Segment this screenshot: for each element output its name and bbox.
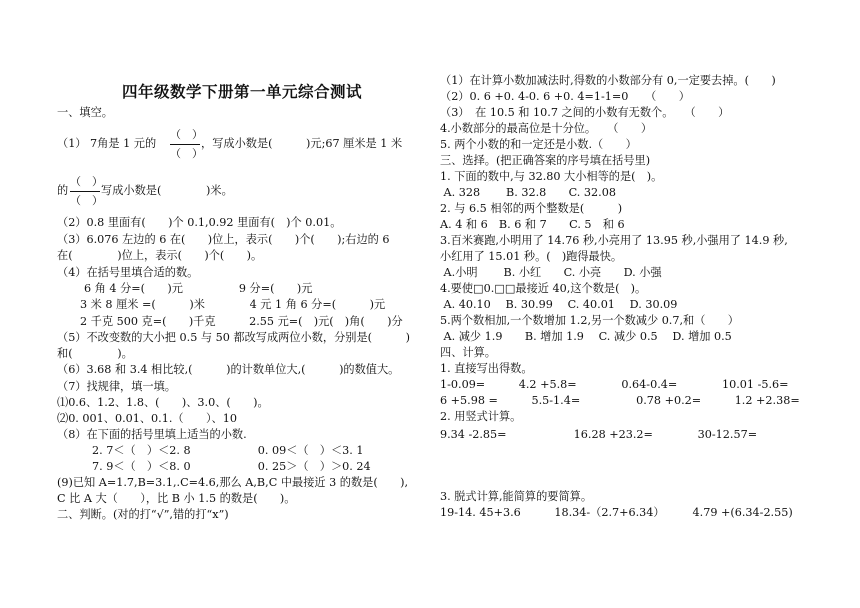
calc-1-row2: 6 +5.98 = 5.5-1.4= 0.78 +0.2= 1.2 +2.38= xyxy=(440,394,800,407)
choice-5-options: A. 减少 1.9 B. 增加 1.9 C. 减少 0.5 D. 增加 0.5 xyxy=(440,330,732,343)
question-4-row2: 3 米 8 厘米 =( )米 4 元 1 角 6 分=( )元 xyxy=(80,298,386,311)
question-8-row2: 7. 9＜（ ）＜8. 0 0. 25＞（ ）＞0. 24 xyxy=(92,460,371,473)
question-2: （2）0.8 里面有( )个 0.1,0.92 里面有( )个 0.01。 xyxy=(57,216,342,229)
question-4-heading: （4）在括号里填合适的数。 xyxy=(57,266,199,279)
question-7-heading: （7）找规律，填一填。 xyxy=(57,380,176,393)
calc-2-problems: 9.34 -2.85= 16.28 +23.2= 30-12.57= xyxy=(440,428,758,441)
judgment-2: （2）0. 6 +0. 4-0. 6 +0. 4=1-1=0 （ ） xyxy=(440,90,690,103)
question-8-row1: 2. 7＜（ ）＜2. 8 0. 09＜（ ）＜3. 1 xyxy=(92,444,364,457)
fraction-bar xyxy=(70,191,100,192)
judgment-3: （3） 在 10.5 和 10.7 之间的小数有无数个。 （ ） xyxy=(440,106,730,119)
choice-4-options: A. 40.10 B. 30.99 C. 40.01 D. 30.09 xyxy=(440,298,678,311)
question-1-text-line2-end: 写成小数是( )米。 xyxy=(101,184,233,197)
choice-3-options: A.小明 B. 小红 C. 小亮 D. 小强 xyxy=(440,266,662,279)
judgment-1: （1）在计算小数加减法时,得数的小数部分有 0,一定要去掉。( ) xyxy=(440,74,776,87)
fraction-denominator: （ ） xyxy=(170,147,203,160)
question-7-part1: ⑴0.6、1.2、1.8、( )、3.0、( )。 xyxy=(57,396,269,409)
fraction-blank-2 xyxy=(70,175,103,209)
judgment-4: 4.小数部分的最高位是十分位。 （ ） xyxy=(440,122,653,135)
question-3-line1: （3）6.076 左边的 6 在( )位上，表示( )个( );右边的 6 xyxy=(57,233,390,246)
question-1-text-line2-start: 的 xyxy=(57,184,69,197)
question-5-line1: （5）不改变数的大小把 0.5 与 50 都改写成两位小数，分别是( ) xyxy=(57,331,410,344)
question-7-part2: ⑵0. 001、0.01、0.1.（ ）、10 xyxy=(57,412,237,425)
page-title: 四年级数学下册第一单元综合测试 xyxy=(122,82,363,101)
fraction-numerator: （ ） xyxy=(70,175,103,188)
section-choice-heading: 三、选择。(把正确答案的序号填在括号里) xyxy=(440,154,651,167)
question-1-text-cont: ，写成小数是( )元;67 厘米是 1 米 xyxy=(201,137,403,150)
calc-1-row1: 1-0.09= 4.2 +5.8= 0.64-0.4= 10.01 -5.6= xyxy=(440,378,789,391)
judgment-5: 5. 两个小数的和一定还是小数.（ ） xyxy=(440,138,637,151)
choice-2-question: 2. 与 6.5 相邻的两个整数是( ) xyxy=(440,202,623,215)
choice-1-question: 1. 下面的数中,与 32.80 大小相等的是( )。 xyxy=(440,170,663,183)
question-9-line1: (9)已知 A=1.7,B=3.1,.C=4.6,那么 A,B,C 中最接近 3 的数是( ), xyxy=(57,476,409,489)
question-6: （6）3.68 和 3.4 相比较,( )的计数单位大,( )的数值大。 xyxy=(57,363,400,376)
choice-3-question-line1: 3.百米赛跑,小明用了 14.76 秒,小亮用了 13.95 秒,小强用了 14.9 秒, xyxy=(440,234,788,247)
calc-1-heading: 1. 直接写出得数。 xyxy=(440,362,533,375)
choice-2-options: A. 4 和 6 B. 6 和 7 C. 5 和 6 xyxy=(440,218,625,231)
choice-4-question: 4.要使□0.□□最接近 40,这个数是( )。 xyxy=(440,282,647,295)
section-fill-blank-heading: 一、填空。 xyxy=(57,106,113,119)
calc-2-heading: 2. 用竖式计算。 xyxy=(440,410,522,423)
calc-3-heading: 3. 脱式计算,能简算的要简算。 xyxy=(440,490,593,503)
question-1-text: （1） 7角是 1 元的 xyxy=(57,137,157,150)
fraction-numerator: （ ） xyxy=(170,128,203,141)
choice-1-options: A. 328 B. 32.8 C. 32.08 xyxy=(440,186,616,199)
choice-3-question-line2: 小红用了 15.01 秒。( )跑得最快。 xyxy=(440,250,623,263)
fraction-blank-1 xyxy=(170,128,203,162)
section-calculation-heading: 四、计算。 xyxy=(440,346,496,359)
question-4-row3: 2 千克 500 克=( )千克 2.55 元=( )元( )角( )分 xyxy=(80,315,403,328)
fraction-bar xyxy=(170,144,200,145)
section-judgment-heading: 二、判断。(对的打“√”,错的打“x”) xyxy=(57,508,229,521)
question-4-row1: 6 角 4 分=( )元 9 分=( )元 xyxy=(84,282,313,295)
fraction-denominator: （ ） xyxy=(70,194,103,207)
question-8-heading: （8）在下面的括号里填上适当的小数. xyxy=(57,428,247,441)
calc-3-problems: 19-14. 45+3.6 18.34-（2.7+6.34） 4.79 +(6.34-2.55) xyxy=(440,506,793,519)
question-9-line2: C 比 A 大（ ），比 B 小 1.5 的数是( )。 xyxy=(57,492,296,505)
choice-5-question: 5.两个数相加,一个数增加 1.2,另一个数减少 0.7,和（ ） xyxy=(440,314,739,327)
question-5-line2: 和( )。 xyxy=(57,347,133,360)
question-3-line2: 在( )位上，表示( )个( )。 xyxy=(57,249,263,262)
